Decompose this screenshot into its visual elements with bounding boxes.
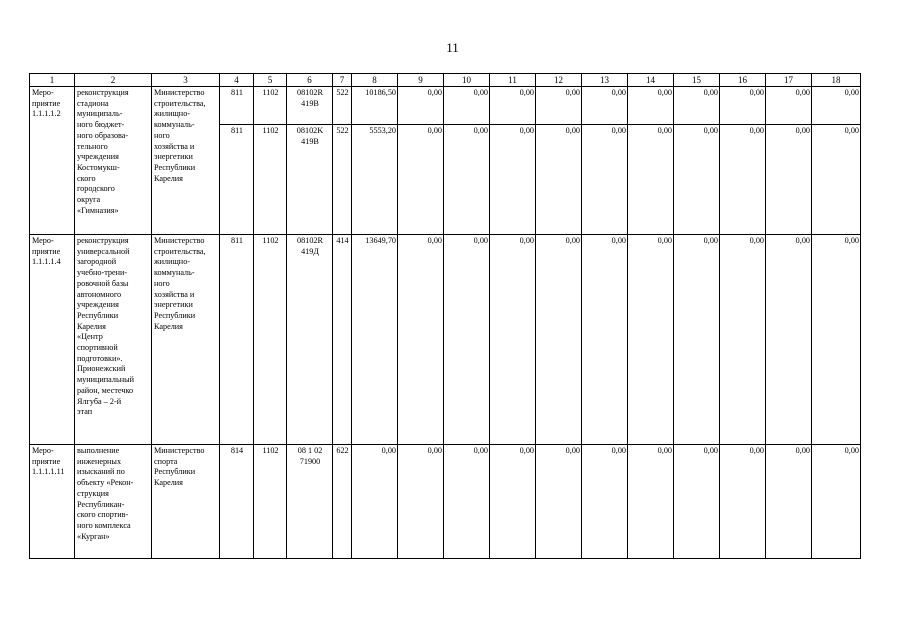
target-code-cell: 08102R 419B <box>287 87 333 125</box>
amount-cell: 5553,20 <box>352 125 398 235</box>
event-cell: Меро- приятие 1.1.1.1.2 <box>30 87 75 235</box>
value-cell: 0,00 <box>536 125 582 235</box>
column-header: 13 <box>582 74 628 87</box>
column-header: 6 <box>287 74 333 87</box>
column-header: 5 <box>254 74 287 87</box>
value-cell: 0,00 <box>720 125 766 235</box>
table-row <box>30 445 861 559</box>
column-header: 14 <box>628 74 674 87</box>
value-cell: 0,00 <box>490 87 536 125</box>
value-cell: 0,00 <box>674 445 720 559</box>
value-cell: 0,00 <box>766 125 812 235</box>
header-row <box>30 74 861 87</box>
value-cell: 0,00 <box>674 125 720 235</box>
value-cell: 0,00 <box>766 445 812 559</box>
value-cell: 0,00 <box>398 87 444 125</box>
expense-type-cell: 522 <box>333 87 352 125</box>
page-number: 11 <box>446 40 459 55</box>
grbs-cell: 811 <box>220 87 254 125</box>
value-cell: 0,00 <box>490 445 536 559</box>
value-cell: 0,00 <box>812 235 861 445</box>
value-cell: 0,00 <box>582 445 628 559</box>
amount-cell: 10186,50 <box>352 87 398 125</box>
target-code-cell: 08102R 419Д <box>287 235 333 445</box>
amount-cell: 0,00 <box>352 445 398 559</box>
grbs-cell: 811 <box>220 125 254 235</box>
column-header: 2 <box>75 74 152 87</box>
value-cell: 0,00 <box>812 445 861 559</box>
executor-cell: Министерство спорта Республики Карелия <box>152 445 220 559</box>
column-header: 11 <box>490 74 536 87</box>
value-cell: 0,00 <box>490 125 536 235</box>
column-header: 17 <box>766 74 812 87</box>
section-cell: 1102 <box>254 125 287 235</box>
table-row <box>30 87 861 125</box>
value-cell: 0,00 <box>628 87 674 125</box>
description-cell: выполнение инженерных изысканий по объекту «Рекон- струкция Республикан- ского спортив- ного комплекса «Курган» <box>75 445 152 559</box>
expense-type-cell: 414 <box>333 235 352 445</box>
value-cell: 0,00 <box>674 235 720 445</box>
column-header: 10 <box>444 74 490 87</box>
value-cell: 0,00 <box>444 125 490 235</box>
column-header: 7 <box>333 74 352 87</box>
column-header: 4 <box>220 74 254 87</box>
value-cell: 0,00 <box>766 235 812 445</box>
executor-cell: Министерство строительства, жилищно- коммуналь- ного хозяйства и энергетики Республики Карелия <box>152 87 220 235</box>
section-cell: 1102 <box>254 87 287 125</box>
value-cell: 0,00 <box>582 235 628 445</box>
value-cell: 0,00 <box>812 125 861 235</box>
value-cell: 0,00 <box>582 125 628 235</box>
value-cell: 0,00 <box>582 87 628 125</box>
column-header: 1 <box>30 74 75 87</box>
column-header: 12 <box>536 74 582 87</box>
value-cell: 0,00 <box>536 445 582 559</box>
value-cell: 0,00 <box>720 445 766 559</box>
grbs-cell: 811 <box>220 235 254 445</box>
value-cell: 0,00 <box>536 235 582 445</box>
value-cell: 0,00 <box>444 235 490 445</box>
value-cell: 0,00 <box>398 235 444 445</box>
column-header: 15 <box>674 74 720 87</box>
executor-cell: Министерство строительства, жилищно- коммуналь- ного хозяйства и энергетики Республики Карелия <box>152 235 220 445</box>
expense-type-cell: 622 <box>333 445 352 559</box>
budget-table <box>29 73 861 559</box>
expense-type-cell: 522 <box>333 125 352 235</box>
value-cell: 0,00 <box>812 87 861 125</box>
event-cell: Меро- приятие 1.1.1.1.11 <box>30 445 75 559</box>
target-code-cell: 08 1 02 71900 <box>287 445 333 559</box>
amount-cell: 13649,70 <box>352 235 398 445</box>
value-cell: 0,00 <box>444 445 490 559</box>
section-cell: 1102 <box>254 235 287 445</box>
grbs-cell: 814 <box>220 445 254 559</box>
value-cell: 0,00 <box>398 125 444 235</box>
value-cell: 0,00 <box>674 87 720 125</box>
column-header: 18 <box>812 74 861 87</box>
event-cell: Меро- приятие 1.1.1.1.4 <box>30 235 75 445</box>
column-header: 8 <box>352 74 398 87</box>
value-cell: 0,00 <box>536 87 582 125</box>
value-cell: 0,00 <box>628 235 674 445</box>
section-cell: 1102 <box>254 445 287 559</box>
column-header: 9 <box>398 74 444 87</box>
description-cell: реконструкция универсальной загородной учебно-трени- ровочной базы автономного учреждения Республики Карелия «Центр спортивной подготовки». Прионежский муниципальный район, местечко Ялгуба – 2-й этап <box>75 235 152 445</box>
value-cell: 0,00 <box>398 445 444 559</box>
value-cell: 0,00 <box>444 87 490 125</box>
value-cell: 0,00 <box>628 125 674 235</box>
target-code-cell: 08102K 419B <box>287 125 333 235</box>
value-cell: 0,00 <box>628 445 674 559</box>
value-cell: 0,00 <box>766 87 812 125</box>
table-row <box>30 235 861 445</box>
value-cell: 0,00 <box>720 235 766 445</box>
value-cell: 0,00 <box>720 87 766 125</box>
description-cell: реконструкция стадиона муниципаль- ного бюджет- ного образова- тельного учреждения Костомукш- ского городского округа «Гимназия» <box>75 87 152 235</box>
column-header: 16 <box>720 74 766 87</box>
value-cell: 0,00 <box>490 235 536 445</box>
column-header: 3 <box>152 74 220 87</box>
